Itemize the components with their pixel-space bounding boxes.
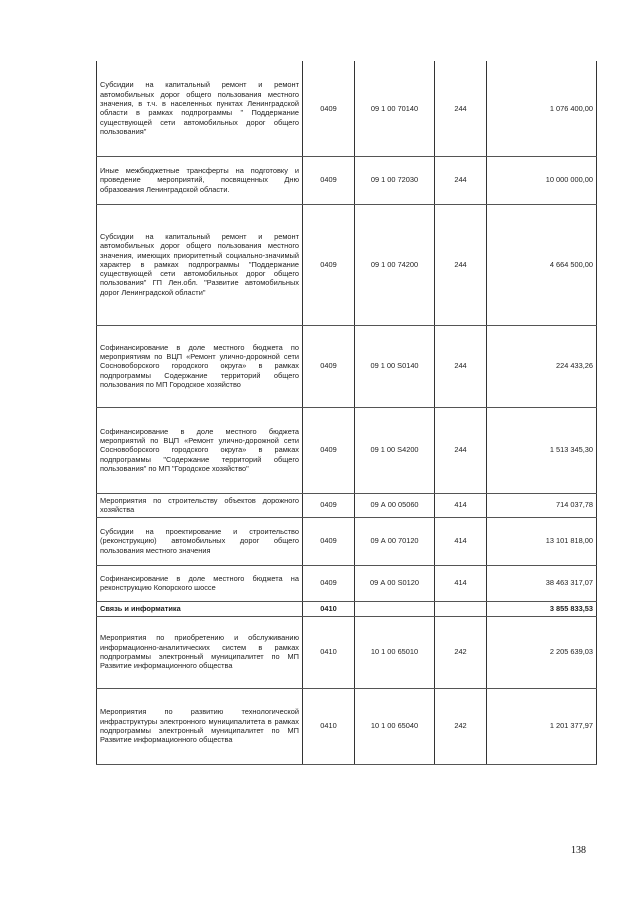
row-expense-type: 242 xyxy=(435,616,487,688)
row-amount: 2 205 639,03 xyxy=(487,616,597,688)
row-target-code: 10 1 00 65010 xyxy=(355,616,435,688)
row-name: Мероприятия по развитию технологической инфраструктуры электронного муниципалитета в рамках подпрограммы электронный муниципалитет по МП Развитие информационного общества xyxy=(97,688,303,764)
row-name: Мероприятия по строительству объектов дорожного хозяйства xyxy=(97,493,303,517)
row-section: 0409 xyxy=(303,61,355,156)
row-section: 0409 xyxy=(303,493,355,517)
row-target-code: 10 1 00 65040 xyxy=(355,688,435,764)
table-row xyxy=(97,565,597,601)
row-section: 0409 xyxy=(303,407,355,493)
row-target-code: 09 1 00 74200 xyxy=(355,204,435,325)
row-expense-type: 414 xyxy=(435,517,487,565)
row-amount: 714 037,78 xyxy=(487,493,597,517)
table-row xyxy=(97,204,597,325)
row-section: 0410 xyxy=(303,616,355,688)
row-expense-type: 242 xyxy=(435,688,487,764)
row-expense-type: 244 xyxy=(435,156,487,204)
row-expense-type: 244 xyxy=(435,325,487,407)
table-row xyxy=(97,688,597,764)
row-name: Мероприятия по приобретению и обслуживанию информационно-аналитических систем в рамках подпрограммы электронный муниципалитет по МП Развитие информационного общества xyxy=(97,616,303,688)
row-target-code: 09 А 00 05060 xyxy=(355,493,435,517)
row-amount: 3 855 833,53 xyxy=(487,601,597,616)
row-target-code: 09 А 00 S0120 xyxy=(355,565,435,601)
row-target-code: 09 1 00 S4200 xyxy=(355,407,435,493)
row-amount: 38 463 317,07 xyxy=(487,565,597,601)
page-number: 138 xyxy=(571,845,586,856)
table-row xyxy=(97,493,597,517)
row-amount: 10 000 000,00 xyxy=(487,156,597,204)
row-name: Субсидии на капитальный ремонт и ремонт автомобильных дорог общего пользования местного значения, имеющих приоритетный социально-значимый характер в рамках подпрограммы "Поддержание существующей сети автомобильных дорог общего пользования" ГП Лен.обл. "Развитие автомобильных дорог Ленинградской области" xyxy=(97,204,303,325)
row-amount: 1 513 345,30 xyxy=(487,407,597,493)
row-section: 0410 xyxy=(303,688,355,764)
row-expense-type: 244 xyxy=(435,61,487,156)
row-target-code: 09 А 00 70120 xyxy=(355,517,435,565)
row-section: 0409 xyxy=(303,565,355,601)
row-name: Софинансирование в доле местного бюджета на реконструкцию Копорского шоссе xyxy=(97,565,303,601)
row-amount: 1 076 400,00 xyxy=(487,61,597,156)
row-target-code: 09 1 00 70140 xyxy=(355,61,435,156)
row-amount: 13 101 818,00 xyxy=(487,517,597,565)
row-section: 0409 xyxy=(303,517,355,565)
row-section: 0409 xyxy=(303,156,355,204)
row-section: 0410 xyxy=(303,601,355,616)
row-expense-type: 414 xyxy=(435,565,487,601)
row-name: Субсидии на проектирование и строительство (реконструкцию) автомобильных дорог общего пользования местного значения xyxy=(97,517,303,565)
row-expense-type xyxy=(435,601,487,616)
row-amount: 1 201 377,97 xyxy=(487,688,597,764)
row-expense-type: 244 xyxy=(435,407,487,493)
row-expense-type: 244 xyxy=(435,204,487,325)
table-row xyxy=(97,325,597,407)
row-section: 0409 xyxy=(303,204,355,325)
table-row-section-heading xyxy=(97,601,597,616)
row-section: 0409 xyxy=(303,325,355,407)
table-row xyxy=(97,616,597,688)
row-name: Иные межбюджетные трансферты на подготовку и проведение мероприятий, посвященных Дню образования Ленинградской области. xyxy=(97,156,303,204)
table-row xyxy=(97,156,597,204)
row-target-code xyxy=(355,601,435,616)
budget-table xyxy=(96,61,597,765)
row-name: Субсидии на капитальный ремонт и ремонт автомобильных дорог общего пользования местного значения, в т.ч. в населенных пунктах Ленинградской области в рамках подпрограммы " Поддержание существующей сети автомобильных дорог общего пользования" xyxy=(97,61,303,156)
row-name: Софинансирование в доле местного бюджета мероприятий по ВЦП «Ремонт улично-дорожной сети Сосновоборского городского округа» в рамках подпрограммы "Содержание территорий общего пользования" по МП "Городское хозяйство" xyxy=(97,407,303,493)
table-row xyxy=(97,61,597,156)
row-expense-type: 414 xyxy=(435,493,487,517)
row-amount: 224 433,26 xyxy=(487,325,597,407)
row-name: Связь и информатика xyxy=(97,601,303,616)
row-target-code: 09 1 00 72030 xyxy=(355,156,435,204)
row-name: Софинансирование в доле местного бюджета по мероприятиям по ВЦП «Ремонт улично-дорожной сети Сосновоборского городского округа» в рамках подпрограммы Содержание территорий общего пользования по МП Городское хозяйство xyxy=(97,325,303,407)
row-target-code: 09 1 00 S0140 xyxy=(355,325,435,407)
row-amount: 4 664 500,00 xyxy=(487,204,597,325)
table-row xyxy=(97,517,597,565)
table-row xyxy=(97,407,597,493)
